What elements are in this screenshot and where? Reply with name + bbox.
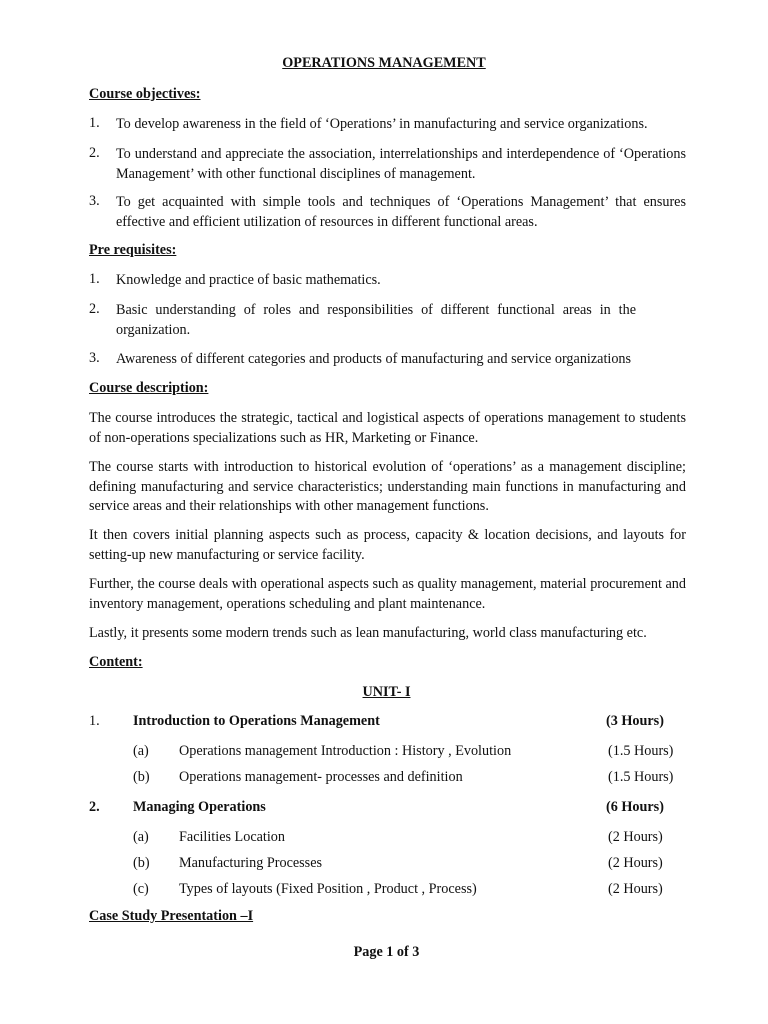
page-number: Page 1 of 3 [353, 944, 420, 960]
content-heading: Content: [89, 654, 143, 670]
subtopic-text: Operations management Introduction : History , Evolution [179, 743, 512, 759]
description-paragraph: The course starts with introduction to historical evolution of ‘operations’ as a management discipline; defining manufacturing and service characteristics; understanding main functions in manufacturing and service areas and their relationships with other management functions. [89, 459, 686, 514]
subtopic-letter: (b) [133, 769, 150, 785]
topic-number: 2. [89, 799, 100, 815]
subtopic-text: Facilities Location [179, 829, 285, 845]
topic-number: 1. [89, 713, 100, 729]
prerequisite-number: 1. [89, 271, 100, 287]
subtopic-hours: (1.5 Hours) [608, 743, 674, 759]
prerequisites-heading: Pre requisites: [89, 242, 177, 258]
prerequisite-number: 3. [89, 350, 100, 366]
objective-text: To develop awareness in the field of ‘Operations’ in manufacturing and service organizations. [116, 116, 648, 132]
prerequisite-text: Knowledge and practice of basic mathematics. [116, 272, 381, 288]
unit-heading: UNIT- I [362, 684, 411, 700]
subtopic-text: Manufacturing Processes [179, 855, 323, 871]
topic-title: Introduction to Operations Management [133, 713, 380, 729]
subtopic-hours: (2 Hours) [608, 855, 663, 871]
subtopic-hours: (1.5 Hours) [608, 769, 674, 785]
subtopic-letter: (a) [133, 829, 149, 845]
objective-text: To get acquainted with simple tools and techniques of ‘Operations Management’ that ensures effective and efficient utilization of resources in different functional areas. [116, 194, 686, 230]
prerequisite-text: Awareness of different categories and products of manufacturing and service organizations [116, 351, 632, 367]
subtopic-hours: (2 Hours) [608, 829, 663, 845]
topic-title: Managing Operations [133, 799, 266, 815]
prerequisite-number: 2. [89, 301, 100, 317]
document-title: OPERATIONS MANAGEMENT [282, 55, 486, 71]
objectives-heading: Course objectives: [89, 86, 201, 102]
subtopic-letter: (a) [133, 743, 149, 759]
description-paragraph: Further, the course deals with operational aspects such as quality management, material procurement and inventory management, operations scheduling and plant maintenance. [89, 576, 686, 612]
objective-number: 3. [89, 193, 100, 209]
subtopic-text: Types of layouts (Fixed Position , Product , Process) [179, 881, 477, 897]
objective-number: 2. [89, 145, 100, 161]
description-paragraph: It then covers initial planning aspects such as process, capacity & location decisions, and layouts for setting-up new manufacturing or service facility. [89, 527, 686, 563]
topic-hours: (6 Hours) [606, 799, 664, 815]
prerequisite-text: Basic understanding of roles and responsibilities of different functional areas in the organization. [116, 302, 636, 338]
subtopic-letter: (b) [133, 855, 150, 871]
subtopic-hours: (2 Hours) [608, 881, 663, 897]
description-paragraph: Lastly, it presents some modern trends such as lean manufacturing, world class manufacturing etc. [89, 625, 647, 641]
objective-number: 1. [89, 115, 100, 131]
subtopic-text: Operations management- processes and definition [179, 769, 463, 785]
description-paragraph: The course introduces the strategic, tactical and logistical aspects of operations management to students of non-operations specializations such as HR, Marketing or Finance. [89, 410, 686, 446]
topic-hours: (3 Hours) [606, 713, 664, 729]
objective-text: To understand and appreciate the association, interrelationships and interdependence of ‘Operations Management’ with other functional disciplines of management. [116, 146, 686, 182]
description-heading: Course description: [89, 380, 209, 396]
case-study-heading: Case Study Presentation –I [89, 908, 254, 924]
subtopic-letter: (c) [133, 881, 149, 897]
